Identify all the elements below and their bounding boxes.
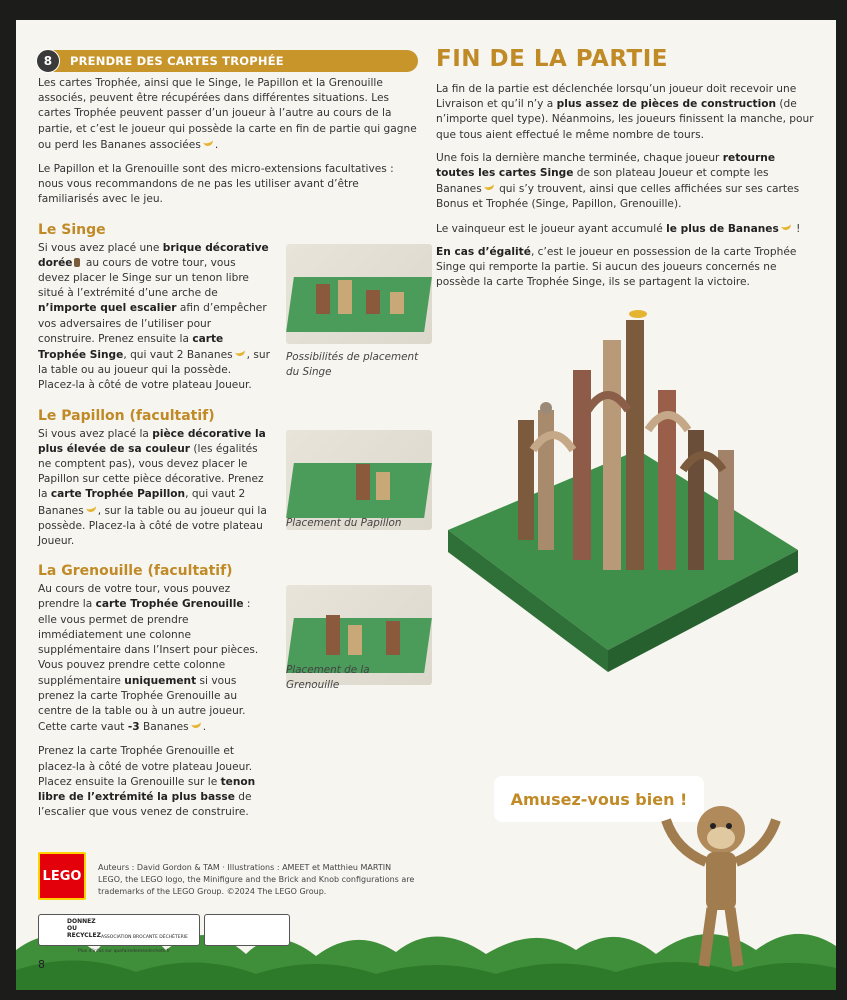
grenouille-text: Au cours de votre tour, vous pouvez prendre la carte Trophée Grenouille : elle vous permet de prendre immédiatement une colonne supplémentaire dans l’Insert pour pièces. Vous pouvez prendre cette colonne supplémentaire uniquement si vous prenez la carte Trophée Grenouille au centre de la table ou à un autre joueur. Cette carte vaut -3 Bananes . <box>38 583 259 734</box>
banana-icon <box>780 219 792 230</box>
papillon-section <box>38 408 418 550</box>
page-number: 8 <box>38 958 45 971</box>
monkey-illustration <box>646 790 796 990</box>
banana-icon <box>190 718 202 729</box>
recycle-logo <box>38 914 200 946</box>
credits: Auteurs : David Gordon & TAM · Illustrations : AMEET et Matthieu MARTIN LEGO, the LEGO logo, the Minifigure and the Brick and Knob configurations are trademarks of the LEGO Group. ©2024 The LEGO Group. <box>98 863 415 896</box>
end-paragraph-3: Le vainqueur est le joueur ayant accumulé le plus de Bananes ! <box>436 221 816 237</box>
papillon-photo <box>286 430 432 530</box>
banana-icon <box>234 346 246 357</box>
brick-icon <box>74 258 80 267</box>
grenouille-heading: La Grenouille (facultatif) <box>38 563 233 580</box>
recycle-label: DONNEZ OU RECYCLEZ <box>67 918 101 939</box>
grenouille-caption: Placement de la Grenouille <box>286 664 370 692</box>
grenouille-text-2: Prenez la carte Trophée Grenouille et placez-la à côté de votre plateau Joueur. Placez ensuite la Grenouille sur le tenon libre de l’extrémité la plus basse de l’escalier que vous venez de construire. <box>38 745 256 819</box>
papillon-text: Si vous avez placé la pièce décorative la plus élevée de sa couleur (les égalités ne comptent pas), vous devez placer le Papillon sur cette pièce décorative. Prenez la carte Trophée Papillon, qui vaut 2 Bananes , sur la table ou au joueur qui la possède. Placez-la à côté de votre plateau Joueur. <box>38 427 267 548</box>
singe-text: Si vous avez placé une brique décorative dorée au cours de votre tour, vous devez placer le Singe sur un tenon libre situé à l’extrémité d’une arche de n’importe quel escalier afin d’empêcher vos adversaires de l’utiliser pour construire. Prenez ensuite la carte Trophée Singe, qui vaut 2 Bananes , sur la table ou au joueur qui la possède. Placez-la à côté de votre plateau Joueur. <box>38 241 270 392</box>
banana-icon <box>483 180 495 191</box>
left-column <box>38 50 418 820</box>
recycle-note: Plus d’infos sur quefairedemesdechets.fr <box>78 949 170 954</box>
triman-logo <box>204 914 290 946</box>
end-paragraph-1: La fin de la partie est déclenchée lorsqu’un joueur doit recevoir une Livraison et qu’il n’y a plus assez de pièces de construction (de n’importe quel type). Néanmoins, les joueurs finissent la manche, pour que tous aient effectué le même nombre de tours. <box>436 83 814 141</box>
papillon-caption: Placement du Papillon <box>286 516 402 529</box>
section-title: PRENDRE DES CARTES TROPHÉE <box>70 54 284 68</box>
singe-photo <box>286 244 432 344</box>
papillon-heading: Le Papillon (facultatif) <box>38 407 215 424</box>
section-banner <box>43 50 418 72</box>
singe-caption: Possibilités de placement du Singe <box>286 350 419 378</box>
rulebook-page <box>16 20 836 990</box>
intro-paragraph: Les cartes Trophée, ainsi que le Singe, le Papillon et la Grenouille associés, peuvent être récupérées dans différentes situations. Les cartes Trophée peuvent passer d’un joueur à l’autre au cours de la partie, et c’est le joueur qui possède la carte en fin de partie qui gagne ou perd les Bananes associées . <box>38 77 417 151</box>
extensions-paragraph: Le Papillon et la Grenouille sont des micro-extensions facultatives : nous vous recommandons de ne pas les utiliser avant d’être familiarisés avec le jeu. <box>38 163 394 206</box>
singe-section <box>38 222 418 394</box>
grenouille-section <box>38 563 418 820</box>
end-paragraph-4: En cas d’égalité, c’est le joueur en possession de la carte Trophée Singe qui remporte la partie. Si aucun des joueurs concernés ne possède la carte Trophée Singe, ils se partagent la victoire. <box>436 245 797 289</box>
lego-logo: LEGO <box>38 852 86 900</box>
end-of-game-title: FIN DE LA PARTIE <box>436 46 668 72</box>
banana-icon <box>202 136 214 147</box>
singe-heading: Le Singe <box>38 221 106 238</box>
speech-bubble: Amusez-vous bien ! <box>494 776 704 822</box>
right-column <box>436 46 816 298</box>
recycle-items: ASSOCIATION BROCANTE DÉCHÈTERIE <box>101 935 188 940</box>
end-paragraph-2: Une fois la dernière manche terminée, chaque joueur retourne toutes les cartes Singe de son plateau Joueur et compte les Bananes qui s’y trouvent, ainsi que celles affichées sur ses cartes Bonus et Trophée (Singe, Papillon, Grenouille). <box>436 151 800 211</box>
temple-build-photo <box>438 300 808 740</box>
banana-icon <box>85 502 97 513</box>
section-number: 8 <box>36 49 60 73</box>
